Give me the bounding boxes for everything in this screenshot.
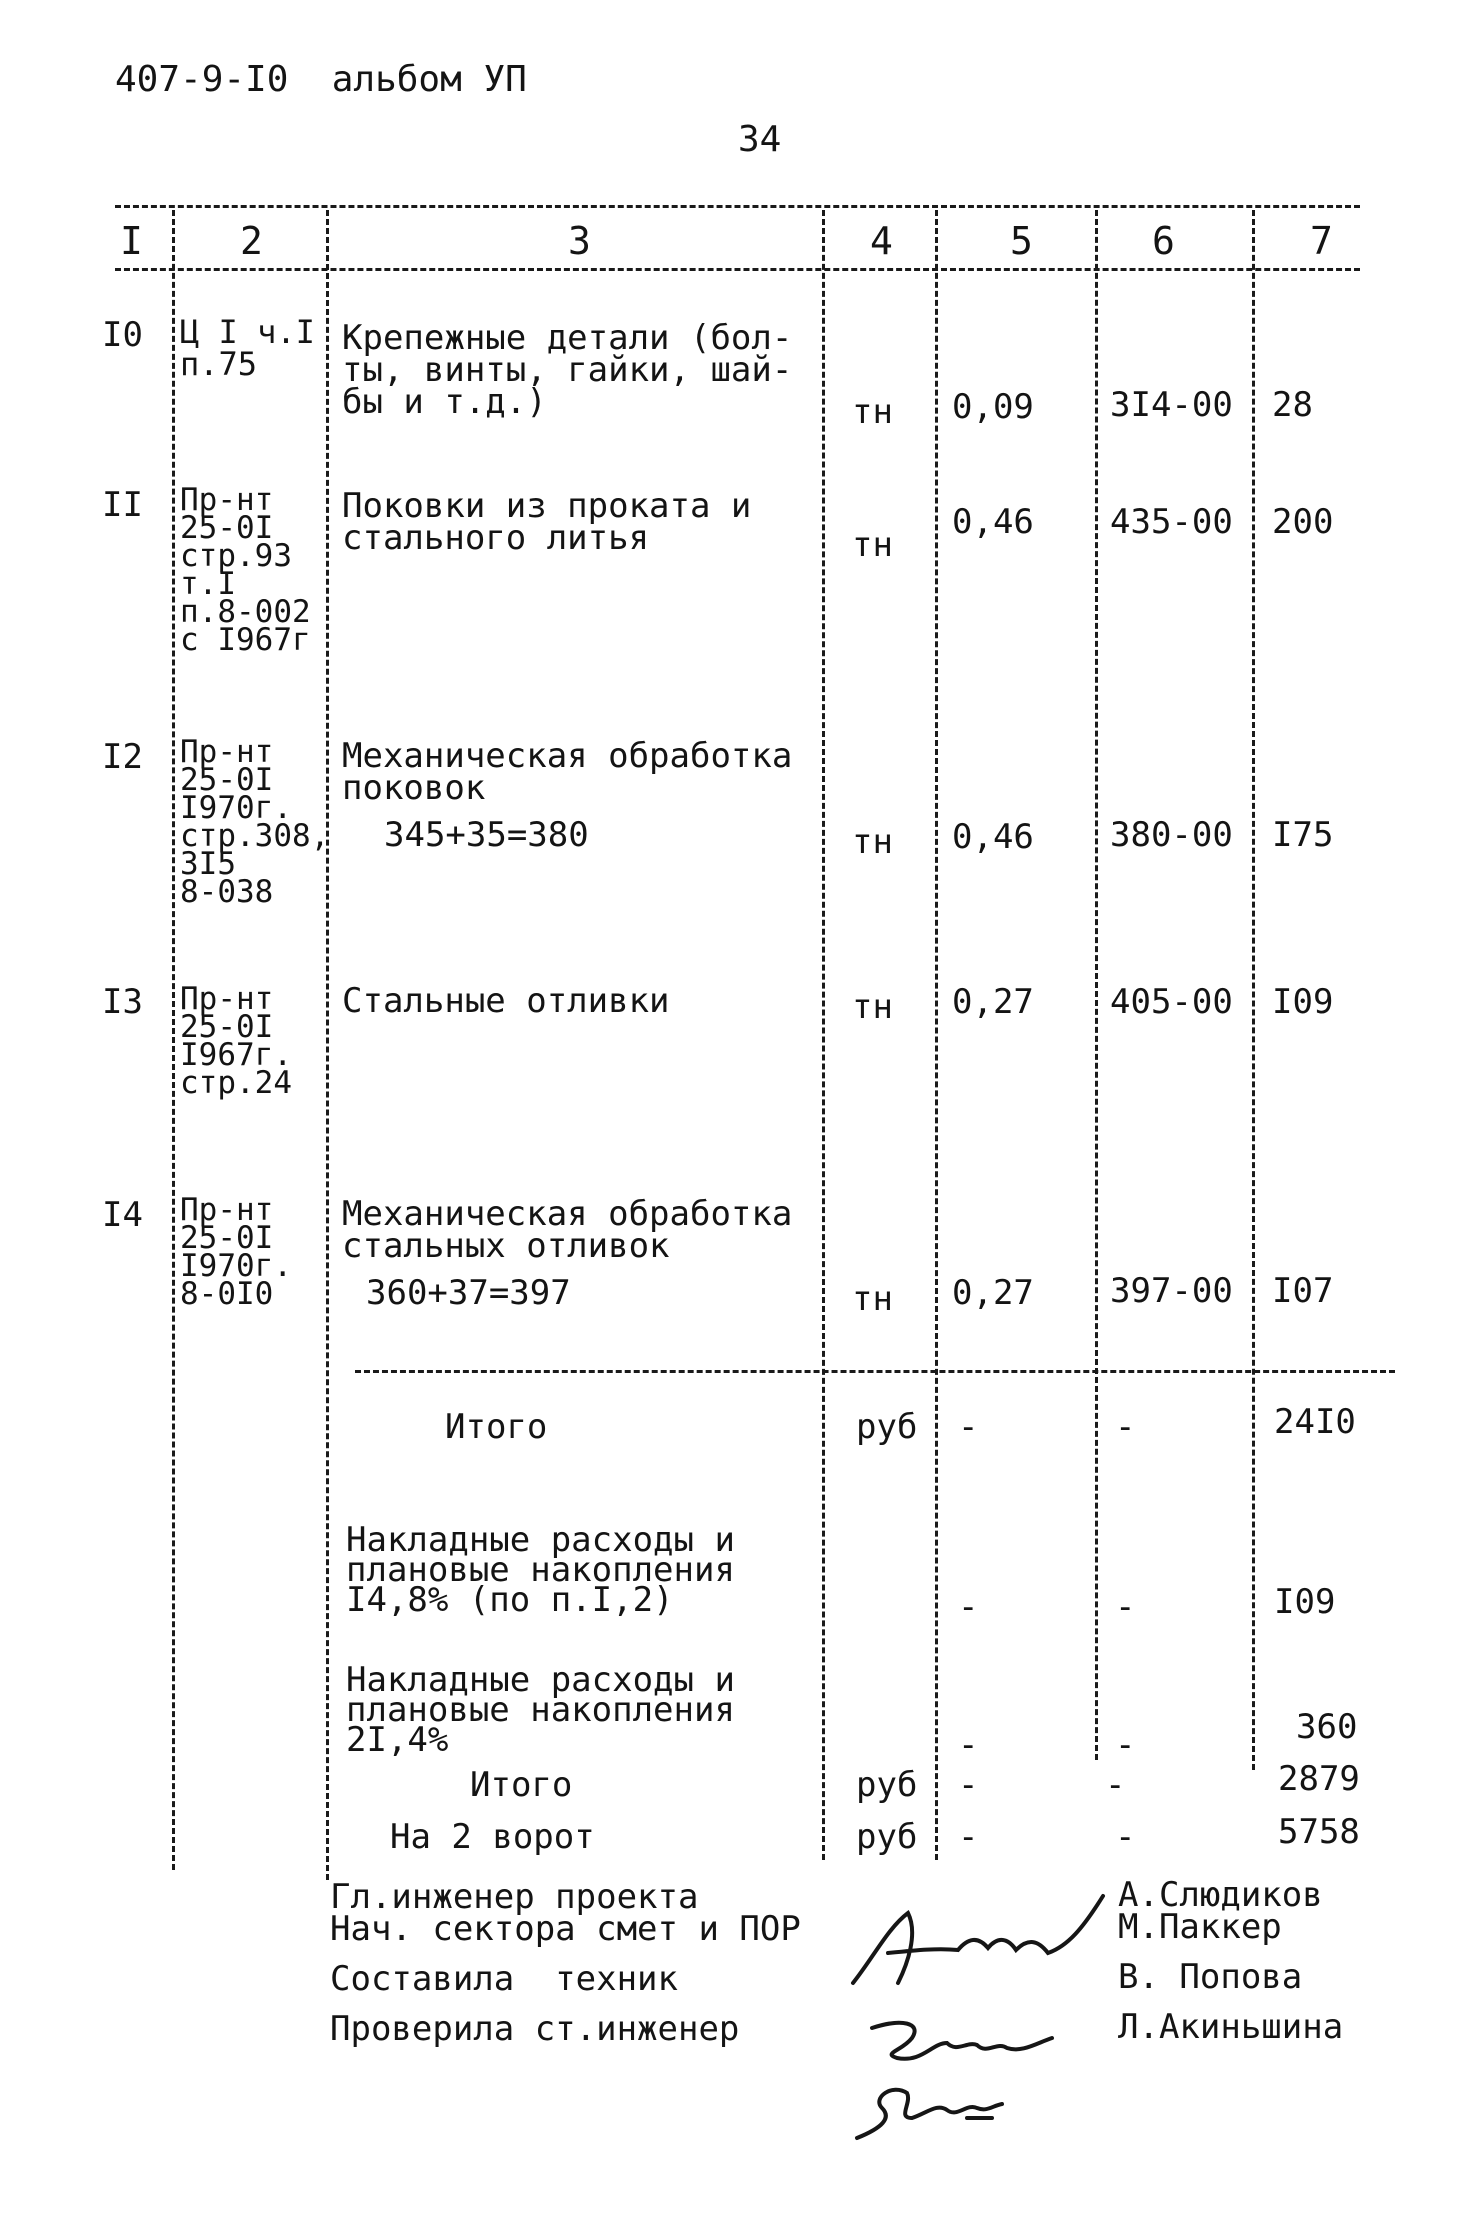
column-header-1: I xyxy=(120,219,143,263)
row-qty: 0,46 xyxy=(952,817,1034,857)
summary-price: - xyxy=(1115,1587,1136,1627)
summary-total: 5758 xyxy=(1278,1812,1360,1852)
column-divider-5 xyxy=(1095,210,1098,1760)
summary-price: - xyxy=(1115,1407,1136,1447)
column-divider-2 xyxy=(326,210,329,1880)
column-divider-4 xyxy=(935,210,938,1860)
row-qty: 0,27 xyxy=(952,1273,1034,1313)
row-total: 200 xyxy=(1272,502,1334,542)
column-header-4: 4 xyxy=(870,219,893,263)
row-unit: тн xyxy=(852,987,893,1027)
row-price: 397-00 xyxy=(1110,1271,1233,1311)
row-number: II xyxy=(102,485,143,525)
row-total: I09 xyxy=(1272,982,1334,1022)
row-unit: тн xyxy=(852,822,893,862)
summary-qty: - xyxy=(958,1407,979,1447)
column-header-6: 6 xyxy=(1152,219,1175,263)
row-formula: 345+35=380 xyxy=(384,815,589,855)
summary-label: Итого xyxy=(470,1765,573,1805)
table-totals-rule xyxy=(355,1370,1395,1373)
row-total: 28 xyxy=(1272,385,1313,425)
summary-label: Накладные расходы и плановые накопления 2I,4% xyxy=(346,1660,735,1760)
column-divider-6 xyxy=(1252,210,1255,1770)
row-name: Крепежные детали (бол- ты, винты, гайки, шай- бы и т.д.) xyxy=(342,318,793,422)
summary-price: - xyxy=(1115,1817,1136,1857)
row-total: I75 xyxy=(1272,815,1334,855)
summary-total: 360 xyxy=(1296,1707,1358,1747)
summary-label: Итого xyxy=(445,1407,548,1447)
row-name: Механическая обработка стальных отливок xyxy=(342,1194,793,1266)
row-name: Механическая обработка поковок xyxy=(342,736,793,808)
signature-role: Нач. сектора смет и ПОР xyxy=(330,1909,801,1949)
row-number: I0 xyxy=(102,315,143,355)
row-price: 380-00 xyxy=(1110,815,1233,855)
summary-price: - xyxy=(1105,1765,1126,1805)
column-divider-1 xyxy=(172,210,175,1870)
summary-total: 2879 xyxy=(1278,1759,1360,1799)
row-source: Пр-нт 25-0I стр.93 т.I п.8-002 с I967г xyxy=(180,482,311,658)
summary-label: Накладные расходы и плановые накопления I4,8% (по п.I,2) xyxy=(346,1520,735,1620)
row-qty: 0,09 xyxy=(952,387,1034,427)
row-number: I2 xyxy=(102,737,143,777)
row-unit: тн xyxy=(852,1279,893,1319)
row-qty: 0,46 xyxy=(952,502,1034,542)
column-header-3: 3 xyxy=(568,219,591,263)
column-divider-3 xyxy=(822,210,825,1860)
summary-total: 24I0 xyxy=(1274,1402,1356,1442)
page-number: 34 xyxy=(738,119,782,160)
row-source: Пр-нт 25-0I I967г. стр.24 xyxy=(180,981,292,1101)
row-number: I4 xyxy=(102,1195,143,1235)
handwritten-signature-3 xyxy=(852,2000,1032,2216)
table-header-rule xyxy=(115,268,1360,271)
row-unit: тн xyxy=(852,392,893,432)
column-header-7: 7 xyxy=(1310,219,1333,263)
row-formula: 360+37=397 xyxy=(366,1273,571,1313)
row-name: Поковки из проката и стального литья xyxy=(342,486,752,558)
row-total: I07 xyxy=(1272,1271,1334,1311)
row-source: Пр-нт 25-0I I970г. 8-0I0 xyxy=(180,1192,292,1312)
row-source: Ц I ч.I п.75 xyxy=(180,313,315,383)
column-header-2: 2 xyxy=(240,219,263,263)
row-price: 435-00 xyxy=(1110,502,1233,542)
row-qty: 0,27 xyxy=(952,982,1034,1022)
signature-role: Гл.инженер проекта xyxy=(330,1877,699,1917)
summary-unit: руб xyxy=(856,1765,918,1805)
row-number: I3 xyxy=(102,982,143,1022)
album-code: 407-9-I0 альбом УП xyxy=(115,59,527,100)
signature-role: Составила техник xyxy=(330,1959,678,1999)
signature-name: В. Попова xyxy=(1118,1957,1303,1997)
signature-role: Проверила ст.инженер xyxy=(330,2009,740,2049)
table-top-rule xyxy=(115,205,1360,208)
signature-name: А.Слюдиков xyxy=(1118,1875,1323,1915)
summary-qty: - xyxy=(958,1725,979,1765)
summary-unit: руб xyxy=(856,1817,918,1857)
row-name: Стальные отливки xyxy=(342,981,670,1021)
summary-qty: - xyxy=(958,1587,979,1627)
summary-label: На 2 ворот xyxy=(390,1817,595,1857)
row-unit: тн xyxy=(852,525,893,565)
row-price: 405-00 xyxy=(1110,982,1233,1022)
signature-name: М.Паккер xyxy=(1118,1907,1282,1947)
signature-name: Л.Акиньшина xyxy=(1118,2007,1344,2047)
summary-qty: - xyxy=(958,1765,979,1805)
row-source: Пр-нт 25-0I I970г. стр.308, 3I5 8-038 xyxy=(180,734,330,910)
summary-price: - xyxy=(1115,1725,1136,1765)
summary-total: I09 xyxy=(1274,1582,1336,1622)
summary-unit: руб xyxy=(856,1407,918,1447)
summary-qty: - xyxy=(958,1817,979,1857)
row-price: 3I4-00 xyxy=(1110,385,1233,425)
column-header-5: 5 xyxy=(1010,219,1033,263)
